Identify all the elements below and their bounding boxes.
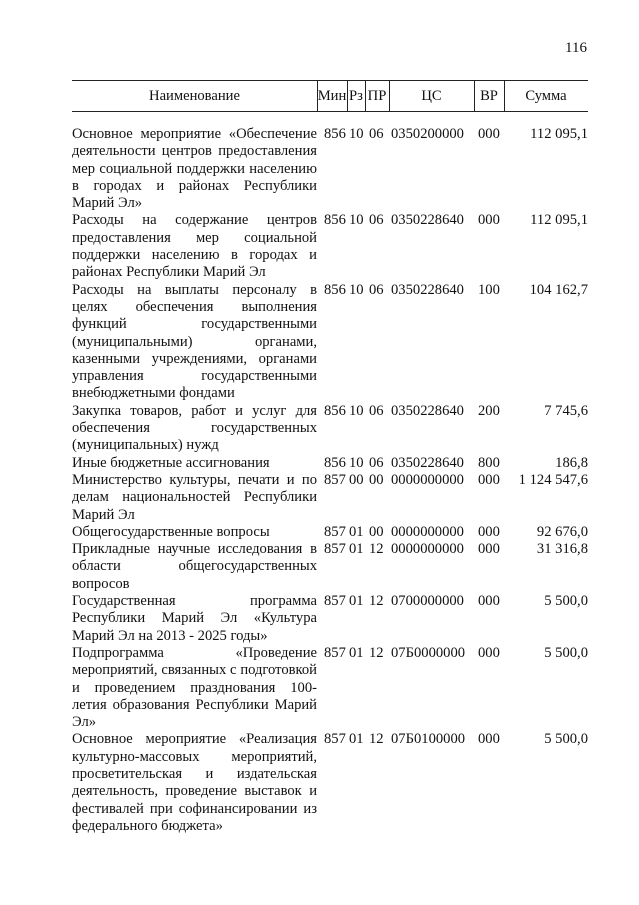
row-cs: 0000000000 <box>391 471 464 488</box>
row-sum: 5 500,0 <box>544 593 588 610</box>
row-vr: 000 <box>478 593 500 610</box>
row-name: Расходы на содержание центров предоставления мер социальной поддержки населению в городах и районах Республики Марий Эл <box>72 212 317 281</box>
budget-table <box>72 80 588 835</box>
table-row <box>72 593 588 645</box>
row-rz: 01 <box>349 541 364 558</box>
row-rz: 10 <box>349 126 364 142</box>
row-name: Общегосударственные вопросы <box>72 523 270 540</box>
row-min: 857 <box>324 523 346 540</box>
row-name: Министерство культуры, печати и по делам национальностей Республики Марий Эл <box>72 471 317 523</box>
row-min: 856 <box>324 126 346 142</box>
row-cs: 07Б0100000 <box>391 731 466 748</box>
row-pr: 12 <box>369 644 384 661</box>
row-rz: 10 <box>349 454 364 471</box>
row-min: 857 <box>324 541 346 558</box>
row-vr: 000 <box>478 212 500 229</box>
row-min: 857 <box>324 471 346 488</box>
header-name: Наименование <box>149 88 240 104</box>
row-pr: 06 <box>369 454 384 471</box>
header-cs: ЦС <box>421 88 442 104</box>
row-name: Закупка товаров, работ и услуг для обеспечения государственных (муниципальных) нужд <box>72 402 317 454</box>
row-min: 857 <box>324 644 346 661</box>
row-name: Подпрограмма «Проведение мероприятий, связанных с подготовкой и проведением празднования 100-летия образования Республики Марий Эл» <box>72 644 317 731</box>
row-cs: 0000000000 <box>391 541 464 558</box>
row-sum: 112 095,1 <box>530 126 588 142</box>
table-row <box>72 541 588 593</box>
row-vr: 200 <box>478 402 500 419</box>
row-min: 856 <box>324 281 346 298</box>
row-min: 857 <box>324 731 346 748</box>
row-min: 857 <box>324 593 346 610</box>
row-name: Основное мероприятие «Обеспечение деятельности центров предоставления мер социальной поддержки населению в городах и районах Республики Марий Эл» <box>72 126 317 212</box>
row-rz: 01 <box>349 593 364 610</box>
row-min: 856 <box>324 212 346 229</box>
row-name: Государственная программа Республики Марий Эл «Культура Марий Эл на 2013 - 2025 годы» <box>72 593 317 644</box>
row-sum: 186,8 <box>555 454 588 471</box>
table-row <box>72 212 588 281</box>
row-rz: 01 <box>349 644 364 661</box>
row-vr: 000 <box>478 644 500 661</box>
row-pr: 12 <box>369 593 384 610</box>
table-body <box>72 126 588 835</box>
row-rz: 01 <box>349 523 364 540</box>
row-name: Иные бюджетные ассигнования <box>72 454 270 471</box>
row-rz: 10 <box>349 212 364 229</box>
row-pr: 12 <box>369 541 384 558</box>
row-pr: 12 <box>369 731 384 748</box>
table-header <box>72 80 588 112</box>
table-row <box>72 524 588 541</box>
row-min: 856 <box>324 402 346 419</box>
row-rz: 10 <box>349 281 364 298</box>
row-sum: 31 316,8 <box>536 541 588 558</box>
table-row <box>72 403 588 455</box>
row-cs: 0350228640 <box>391 402 464 419</box>
row-cs: 0350228640 <box>391 454 464 471</box>
row-name: Расходы на выплаты персоналу в целях обеспечения выполнения функций государственными (муниципальными) органами, казенными учреждениями, органами управления государственными внебюджетными фондами <box>72 281 317 402</box>
row-vr: 000 <box>478 523 500 540</box>
row-name: Основное мероприятие «Реализация культурно-массовых мероприятий, просветительская и издательская деятельность, проведение выставок и фестивалей при софинансировании из федерального бюджета» <box>72 731 317 834</box>
table-row <box>72 455 588 472</box>
row-pr: 06 <box>369 281 384 298</box>
row-cs: 0000000000 <box>391 523 464 540</box>
row-vr: 000 <box>478 471 500 488</box>
row-cs: 0350228640 <box>391 281 464 298</box>
table-row <box>72 126 588 212</box>
row-vr: 100 <box>478 281 500 298</box>
table-row <box>72 645 588 731</box>
row-sum: 112 095,1 <box>530 212 588 229</box>
header-vr: ВР <box>480 88 498 104</box>
row-pr: 00 <box>369 471 384 488</box>
row-pr: 00 <box>369 523 384 540</box>
table-row <box>72 472 588 524</box>
row-cs: 0700000000 <box>391 593 464 610</box>
row-min: 856 <box>324 454 346 471</box>
row-pr: 06 <box>369 212 384 229</box>
row-cs: 0350200000 <box>391 126 464 142</box>
row-sum: 5 500,0 <box>544 731 588 748</box>
header-pr: ПР <box>367 88 387 104</box>
row-sum: 104 162,7 <box>529 281 588 298</box>
row-sum: 1 124 547,6 <box>518 471 588 488</box>
row-cs: 0350228640 <box>391 212 464 229</box>
row-rz: 00 <box>349 471 364 488</box>
row-vr: 000 <box>478 541 500 558</box>
header-rz: Рз <box>349 88 363 104</box>
table-row <box>72 282 588 403</box>
header-sum: Сумма <box>525 88 567 104</box>
row-vr: 800 <box>478 454 500 471</box>
row-rz: 01 <box>349 731 364 748</box>
row-cs: 07Б0000000 <box>391 644 466 661</box>
page-number: 116 <box>565 40 587 56</box>
row-sum: 92 676,0 <box>536 523 588 540</box>
row-name: Прикладные научные исследования в области общегосударственных вопросов <box>72 541 317 592</box>
row-rz: 10 <box>349 402 364 419</box>
row-sum: 7 745,6 <box>544 402 588 419</box>
row-pr: 06 <box>369 402 384 419</box>
row-vr: 000 <box>478 126 500 142</box>
table-row <box>72 731 588 835</box>
header-min: Мин <box>317 88 347 104</box>
row-pr: 06 <box>369 126 384 142</box>
row-sum: 5 500,0 <box>544 644 588 661</box>
row-vr: 000 <box>478 731 500 748</box>
